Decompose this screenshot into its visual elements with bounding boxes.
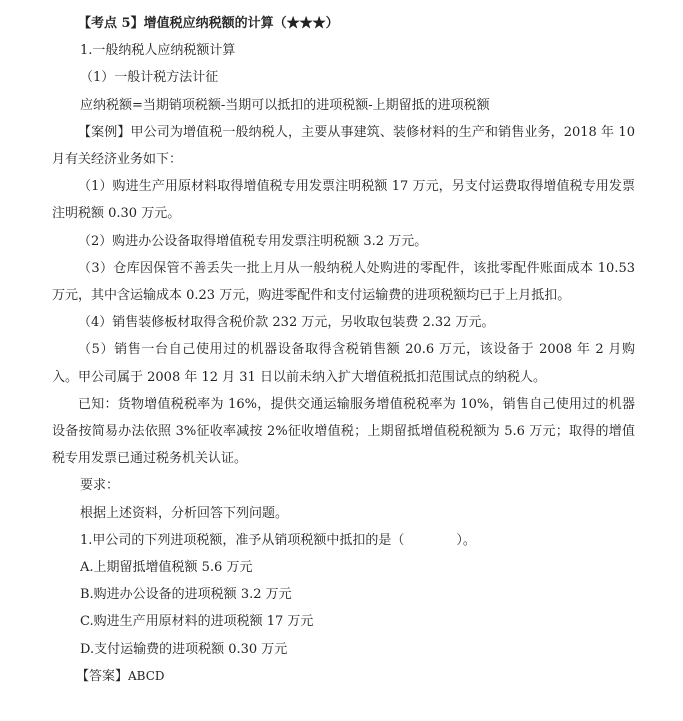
option-a: A.上期留抵增值税额 5.6 万元	[80, 560, 253, 576]
case-item-3: （3）仓库因保管不善丢失一批上月从一般纳税人处购进的零配件，该批零配件账面成本 10.53 万元，其中含运输成本 0.23 万元，购进零配件和支付运输费的进项税额均已于上月抵扣。	[52, 260, 635, 304]
known-conditions: 已知：货物增值税税率为 16%，提供交通运输服务增值税税率为 10%，销售自己使用过的机器设备按简易办法依照 3%征收率减按 2%征收增值税；上期留抵增值税税额为 5.6 万元；取得的增值税专用发票已通过税务机关认证。	[52, 396, 635, 467]
case-intro: 甲公司为增值税一般纳税人，主要从事建筑、装修材料的生产和销售业务，2018 年 10 月有关经济业务如下：	[52, 124, 635, 168]
instruction: 根据上述资料，分析回答下列问题。	[80, 505, 289, 521]
option-c: C.购进生产用原材料的进项税额 17 万元	[80, 614, 314, 630]
option-b: B.购进办公设备的进项税额 3.2 万元	[80, 587, 292, 603]
case-paragraph	[52, 119, 635, 173]
case-item-2: （2）购进办公设备取得增值税专用发票注明税额 3.2 万元。	[78, 233, 428, 249]
subheading-general-method: （1）一般计税方法计征	[80, 70, 219, 86]
requirement-label: 要求：	[80, 478, 120, 494]
option-d: D.支付运输费的进项税额 0.30 万元	[80, 641, 288, 657]
case-item-1: （1）购进生产用原材料取得增值税专用发票注明税额 17 万元，另支付运费取得增值税专用发票注明税额 0.30 万元。	[52, 179, 635, 222]
question-1: 1.甲公司的下列进项税额，准予从销项税额中抵扣的是（ ）。	[80, 532, 476, 548]
answer-value: ABCD	[128, 668, 165, 683]
case-item-4: （4）销售装修板材取得含税价款 232 万元，另收取包装费 2.32 万元。	[78, 315, 495, 331]
answer-label: 【答案】	[76, 668, 129, 684]
section-heading: 【考点 5】增值税应纳税额的计算（★★★）	[78, 16, 339, 31]
answer-line	[52, 663, 635, 690]
case-label: 【案例】	[78, 124, 131, 140]
tax-formula: 应纳税额=当期销项税额-当期可以抵扣的进项税额-上期留抵的进项税额	[80, 97, 490, 113]
subheading-general-taxpayer: 1.一般纳税人应纳税额计算	[80, 43, 236, 59]
case-item-5: （5）销售一台自己使用过的机器设备取得含税销售额 20.6 万元，该设备于 2008 年 2 月购入。甲公司属于 2008 年 12 月 31 日以前未纳入扩大增值税抵扣范围试点的纳税人。	[52, 342, 635, 385]
